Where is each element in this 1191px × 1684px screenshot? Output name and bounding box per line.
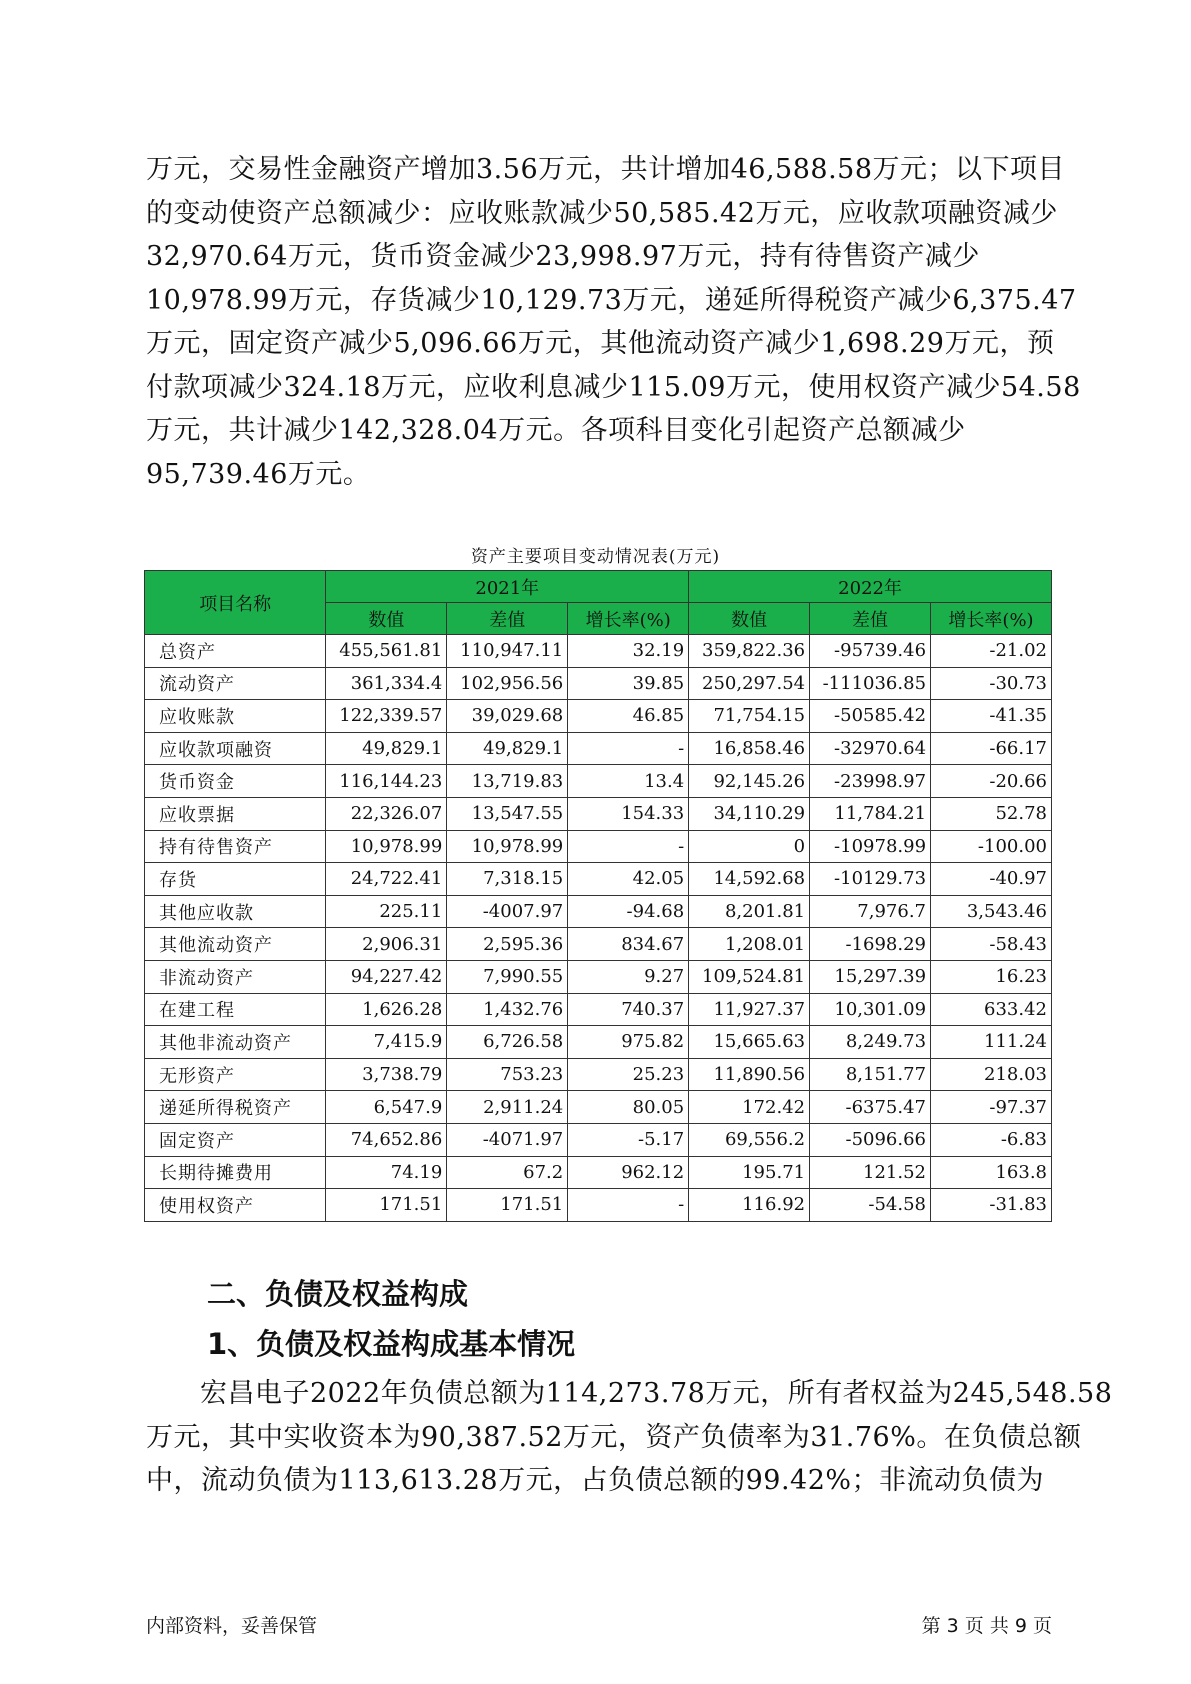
table-cell: 250,297.54 xyxy=(689,667,810,700)
table-cell: 195.71 xyxy=(689,1156,810,1189)
table-cell: 171.51 xyxy=(326,1189,447,1222)
table-row xyxy=(145,1058,1052,1091)
row-item-name: 无形资产 xyxy=(145,1058,326,1091)
subheader-value: 数值 xyxy=(326,603,447,635)
table-cell: 32.19 xyxy=(568,635,689,668)
table-body xyxy=(145,635,1052,1222)
row-item-name: 递延所得税资产 xyxy=(145,1091,326,1124)
table-cell: 121.52 xyxy=(810,1156,931,1189)
table-cell: 225.11 xyxy=(326,895,447,928)
row-item-name: 长期待摊费用 xyxy=(145,1156,326,1189)
table-cell: 154.33 xyxy=(568,797,689,830)
table-row xyxy=(145,1026,1052,1059)
table-cell: 24,722.41 xyxy=(326,863,447,896)
table-cell: 11,890.56 xyxy=(689,1058,810,1091)
table-row xyxy=(145,700,1052,733)
table-cell: 116,144.23 xyxy=(326,765,447,798)
table-cell: 7,976.7 xyxy=(810,895,931,928)
table-cell: -6375.47 xyxy=(810,1091,931,1124)
table-cell: 42.05 xyxy=(568,863,689,896)
table-cell: 6,547.9 xyxy=(326,1091,447,1124)
table-cell: -4007.97 xyxy=(447,895,568,928)
table-cell: 7,990.55 xyxy=(447,960,568,993)
subheader-growth-rate: 增长率(%) xyxy=(568,603,689,635)
table-row xyxy=(145,895,1052,928)
table-cell: 67.2 xyxy=(447,1156,568,1189)
table-cell: 71,754.15 xyxy=(689,700,810,733)
table-row xyxy=(145,863,1052,896)
table-cell: -32970.64 xyxy=(810,732,931,765)
row-item-name: 货币资金 xyxy=(145,765,326,798)
table-cell: 52.78 xyxy=(931,797,1052,830)
table-cell: -58.43 xyxy=(931,928,1052,961)
footer-page-number: 第 3 页 共 9 页 xyxy=(921,1615,1052,1637)
table-cell: 39.85 xyxy=(568,667,689,700)
table-cell: -21.02 xyxy=(931,635,1052,668)
table-cell: -100.00 xyxy=(931,830,1052,863)
table-cell: 116.92 xyxy=(689,1189,810,1222)
table-cell: 975.82 xyxy=(568,1026,689,1059)
table-row xyxy=(145,1091,1052,1124)
table-cell: 7,318.15 xyxy=(447,863,568,896)
table-cell: -30.73 xyxy=(931,667,1052,700)
footer-confidential-note: 内部资料，妥善保管 xyxy=(146,1615,318,1637)
table-row xyxy=(145,960,1052,993)
header-year-2021: 2021年 xyxy=(326,571,689,603)
paragraph-line: 付款项减少324.18万元，应收利息减少115.09万元，使用权资产减少54.58 xyxy=(146,371,1081,403)
table-cell: 11,927.37 xyxy=(689,993,810,1026)
table-cell: -6.83 xyxy=(931,1123,1052,1156)
table-cell: -111036.85 xyxy=(810,667,931,700)
body-paragraph-liabilities xyxy=(146,1372,1113,1503)
table-cell: 13,547.55 xyxy=(447,797,568,830)
table-cell: - xyxy=(568,1189,689,1222)
table-cell: 8,249.73 xyxy=(810,1026,931,1059)
paragraph-line: 95,739.46万元。 xyxy=(146,458,371,490)
table-cell: 49,829.1 xyxy=(326,732,447,765)
table-cell: 3,738.79 xyxy=(326,1058,447,1091)
table-cell: 16.23 xyxy=(931,960,1052,993)
table-cell: - xyxy=(568,830,689,863)
table-cell: -66.17 xyxy=(931,732,1052,765)
row-item-name: 非流动资产 xyxy=(145,960,326,993)
table-cell: 102,956.56 xyxy=(447,667,568,700)
table-row xyxy=(145,993,1052,1026)
table-cell: 2,595.36 xyxy=(447,928,568,961)
table-cell: 14,592.68 xyxy=(689,863,810,896)
table-cell: 10,978.99 xyxy=(326,830,447,863)
row-item-name: 存货 xyxy=(145,863,326,896)
row-item-name: 其他非流动资产 xyxy=(145,1026,326,1059)
table-cell: 111.24 xyxy=(931,1026,1052,1059)
table-cell: -50585.42 xyxy=(810,700,931,733)
table-cell: -20.66 xyxy=(931,765,1052,798)
table-cell: 39,029.68 xyxy=(447,700,568,733)
table-cell: 15,297.39 xyxy=(810,960,931,993)
paragraph-line: 万元，共计减少142,328.04万元。各项科目变化引起资产总额减少 xyxy=(146,415,966,446)
table-cell: 15,665.63 xyxy=(689,1026,810,1059)
table-cell: 25.23 xyxy=(568,1058,689,1091)
table-cell: 74,652.86 xyxy=(326,1123,447,1156)
row-item-name: 固定资产 xyxy=(145,1123,326,1156)
row-item-name: 其他流动资产 xyxy=(145,928,326,961)
table-cell: 218.03 xyxy=(931,1058,1052,1091)
table-cell: -31.83 xyxy=(931,1189,1052,1222)
table-row xyxy=(145,1189,1052,1222)
body-paragraph-assets-change xyxy=(146,148,1081,496)
table-cell: 8,151.77 xyxy=(810,1058,931,1091)
table-cell: 49,829.1 xyxy=(447,732,568,765)
table-row xyxy=(145,1156,1052,1189)
table-cell: 1,208.01 xyxy=(689,928,810,961)
table-cell: 633.42 xyxy=(931,993,1052,1026)
table-cell: 34,110.29 xyxy=(689,797,810,830)
subheader-value: 数值 xyxy=(689,603,810,635)
row-item-name: 应收票据 xyxy=(145,797,326,830)
table-cell: 13.4 xyxy=(568,765,689,798)
table-caption: 资产主要项目变动情况表(万元) xyxy=(470,547,721,567)
row-item-name: 使用权资产 xyxy=(145,1189,326,1222)
table-cell: 361,334.4 xyxy=(326,667,447,700)
paragraph-line: 10,978.99万元，存货减少10,129.73万元，递延所得税资产减少6,375.47 xyxy=(146,284,1077,316)
row-item-name: 流动资产 xyxy=(145,667,326,700)
table-row xyxy=(145,667,1052,700)
row-item-name: 应收款项融资 xyxy=(145,732,326,765)
table-cell: 0 xyxy=(689,830,810,863)
subheader-growth-rate: 增长率(%) xyxy=(931,603,1052,635)
table-cell: 171.51 xyxy=(447,1189,568,1222)
table-cell: 13,719.83 xyxy=(447,765,568,798)
table-cell: -10129.73 xyxy=(810,863,931,896)
table-row xyxy=(145,830,1052,863)
table-cell: 359,822.36 xyxy=(689,635,810,668)
paragraph-line: 万元，固定资产减少5,096.66万元，其他流动资产减少1,698.29万元，预 xyxy=(146,328,1055,359)
table-cell: 92,145.26 xyxy=(689,765,810,798)
table-cell: 8,201.81 xyxy=(689,895,810,928)
table-row xyxy=(145,765,1052,798)
table-cell: 10,978.99 xyxy=(447,830,568,863)
paragraph-line: 宏昌电子2022年负债总额为114,273.78万元，所有者权益为245,548.58 xyxy=(200,1378,1113,1409)
table-cell: 2,911.24 xyxy=(447,1091,568,1124)
subheader-difference: 差值 xyxy=(810,603,931,635)
table-cell: 11,784.21 xyxy=(810,797,931,830)
table-row xyxy=(145,1123,1052,1156)
table-cell: 163.8 xyxy=(931,1156,1052,1189)
table-cell: 46.85 xyxy=(568,700,689,733)
table-cell: 172.42 xyxy=(689,1091,810,1124)
table-cell: 962.12 xyxy=(568,1156,689,1189)
table-row xyxy=(145,635,1052,668)
table-row xyxy=(145,928,1052,961)
table-cell: 6,726.58 xyxy=(447,1026,568,1059)
table-cell: - xyxy=(568,732,689,765)
table-cell: -40.97 xyxy=(931,863,1052,896)
table-row xyxy=(145,797,1052,830)
table-cell: 80.05 xyxy=(568,1091,689,1124)
assets-change-table xyxy=(144,570,1052,1222)
table-cell: 2,906.31 xyxy=(326,928,447,961)
table-cell: 10,301.09 xyxy=(810,993,931,1026)
row-item-name: 其他应收款 xyxy=(145,895,326,928)
table-cell: 109,524.81 xyxy=(689,960,810,993)
table-cell: 69,556.2 xyxy=(689,1123,810,1156)
row-item-name: 在建工程 xyxy=(145,993,326,1026)
table-cell: -5.17 xyxy=(568,1123,689,1156)
table-cell: 74.19 xyxy=(326,1156,447,1189)
table-cell: -23998.97 xyxy=(810,765,931,798)
table-cell: -97.37 xyxy=(931,1091,1052,1124)
subheader-difference: 差值 xyxy=(447,603,568,635)
table-cell: 9.27 xyxy=(568,960,689,993)
table-cell: 455,561.81 xyxy=(326,635,447,668)
table-cell: 753.23 xyxy=(447,1058,568,1091)
row-item-name: 持有待售资产 xyxy=(145,830,326,863)
table-cell: 22,326.07 xyxy=(326,797,447,830)
header-item-name: 项目名称 xyxy=(145,571,326,635)
table-cell: 110,947.11 xyxy=(447,635,568,668)
paragraph-line: 中，流动负债为113,613.28万元，占负债总额的99.42%；非流动负债为 xyxy=(146,1465,1045,1496)
paragraph-line: 的变动使资产总额减少：应收账款减少50,585.42万元，应收款项融资减少 xyxy=(146,197,1058,229)
table-cell: -54.58 xyxy=(810,1189,931,1222)
table-cell: 1,432.76 xyxy=(447,993,568,1026)
table-cell: 94,227.42 xyxy=(326,960,447,993)
table-cell: -94.68 xyxy=(568,895,689,928)
table-cell: -41.35 xyxy=(931,700,1052,733)
table-cell: -5096.66 xyxy=(810,1123,931,1156)
table-cell: 740.37 xyxy=(568,993,689,1026)
table-cell: 3,543.46 xyxy=(931,895,1052,928)
table-cell: 7,415.9 xyxy=(326,1026,447,1059)
table-cell: 1,626.28 xyxy=(326,993,447,1026)
table-cell: 834.67 xyxy=(568,928,689,961)
paragraph-line: 万元，交易性金融资产增加3.56万元，共计增加46,588.58万元；以下项目 xyxy=(146,154,1066,185)
table-cell: 122,339.57 xyxy=(326,700,447,733)
paragraph-line: 万元，其中实收资本为90,387.52万元，资产负债率为31.76%。在负债总额 xyxy=(146,1421,1082,1453)
table-cell: -10978.99 xyxy=(810,830,931,863)
section-heading: 二、负债及权益构成 xyxy=(207,1277,469,1311)
table-cell: -1698.29 xyxy=(810,928,931,961)
row-item-name: 总资产 xyxy=(145,635,326,668)
table-cell: -95739.46 xyxy=(810,635,931,668)
subsection-heading: 1、负债及权益构成基本情况 xyxy=(207,1327,576,1361)
table-row xyxy=(145,732,1052,765)
paragraph-line: 32,970.64万元，货币资金减少23,998.97万元，持有待售资产减少 xyxy=(146,241,980,272)
header-year-2022: 2022年 xyxy=(689,571,1052,603)
table-cell: 16,858.46 xyxy=(689,732,810,765)
row-item-name: 应收账款 xyxy=(145,700,326,733)
table-cell: -4071.97 xyxy=(447,1123,568,1156)
